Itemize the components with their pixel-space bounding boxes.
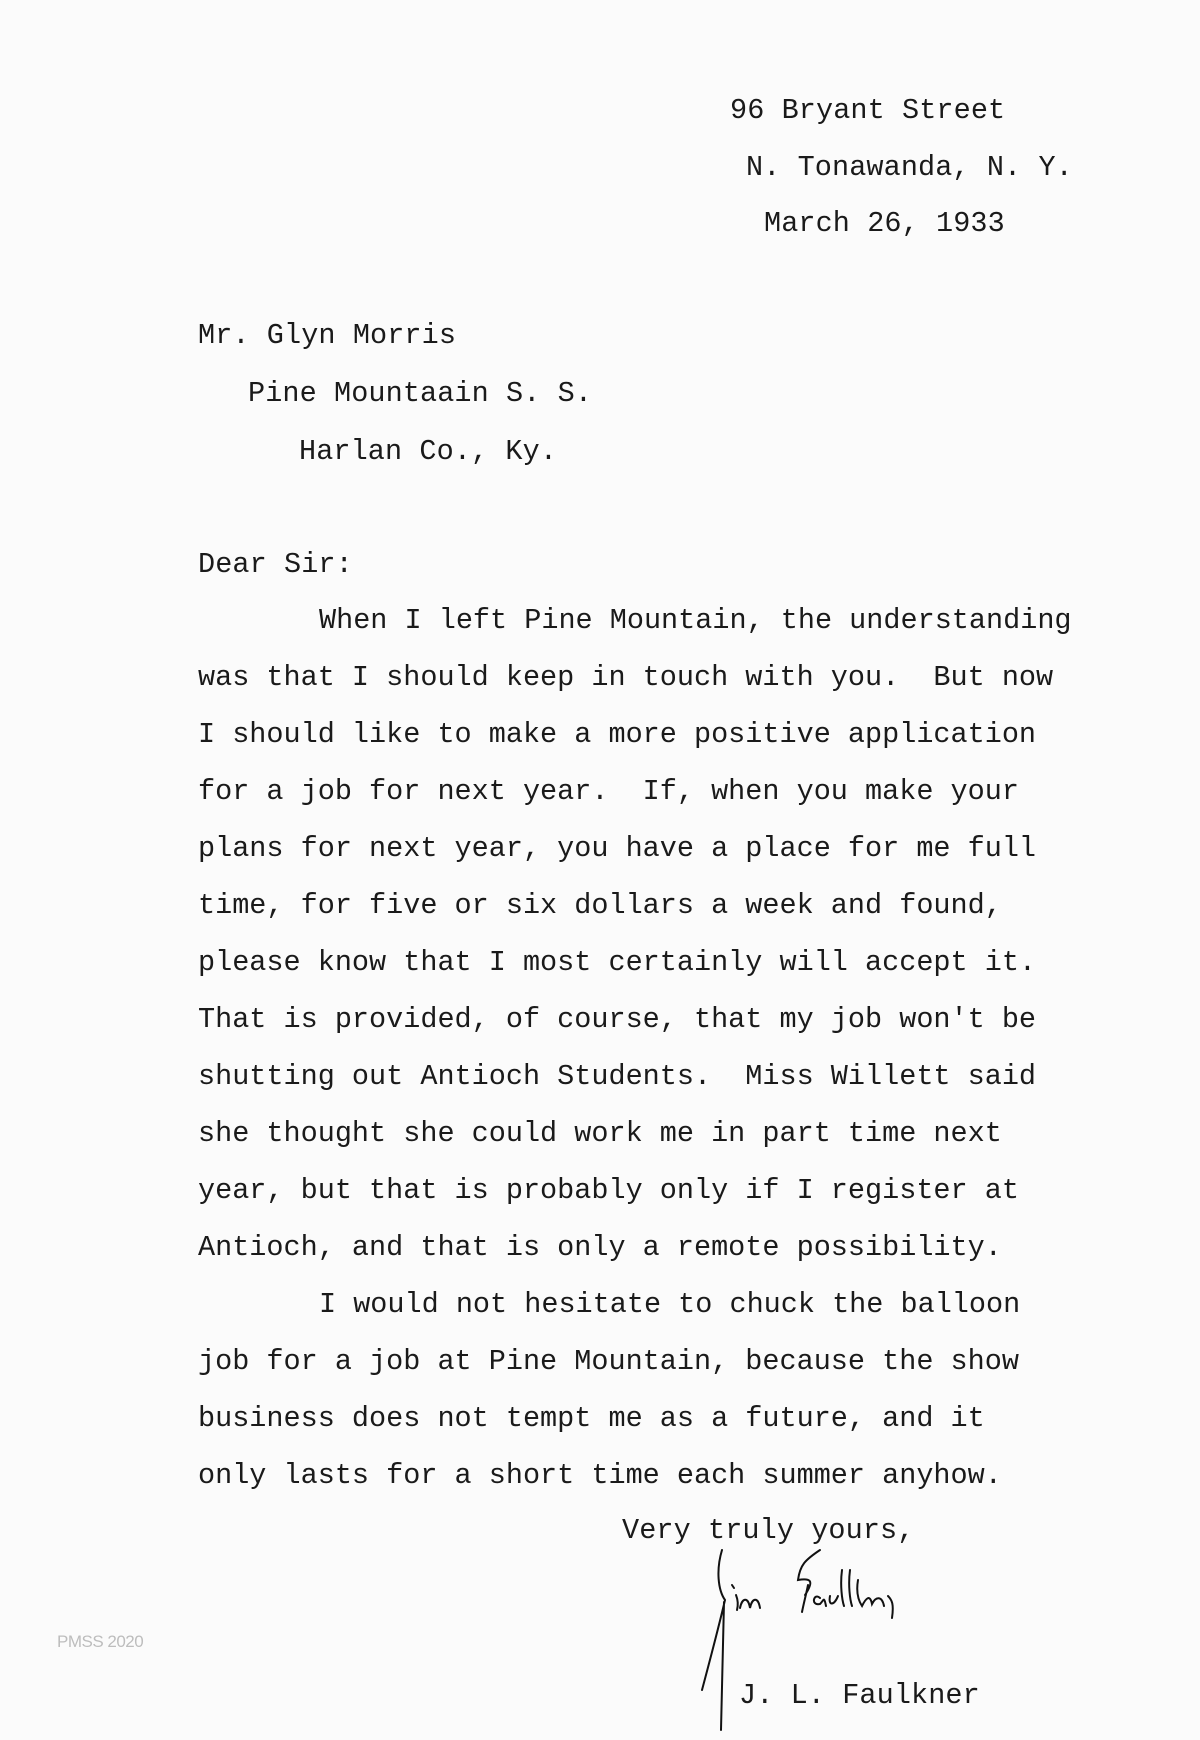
body-line: That is provided, of course, that my job won't be bbox=[198, 1003, 1037, 1036]
body-line: she thought she could work me in part time next bbox=[198, 1117, 1002, 1150]
body-line: for a job for next year. If, when you make your bbox=[198, 775, 1019, 808]
body-line: please know that I most certainly will accept it. bbox=[198, 946, 1037, 979]
recipient-org: Pine Mountaain S. S. bbox=[248, 377, 593, 410]
body-line: I should like to make a more positive application bbox=[198, 718, 1037, 751]
body-line: shutting out Antioch Students. Miss Willett said bbox=[198, 1060, 1037, 1093]
body-line: was that I should keep in touch with you. But now bbox=[198, 661, 1054, 694]
letter-date: March 26, 1933 bbox=[764, 207, 1005, 240]
salutation: Dear Sir: bbox=[198, 548, 353, 581]
body-line: year, but that is probably only if I register at bbox=[198, 1174, 1019, 1207]
recipient-name: Mr. Glyn Morris bbox=[198, 319, 457, 352]
body-line: When I left Pine Mountain, the understanding bbox=[319, 604, 1072, 637]
typed-name: J. L. Faulkner bbox=[739, 1679, 980, 1712]
body-line: only lasts for a short time each summer anyhow. bbox=[198, 1459, 1002, 1492]
sender-street: 96 Bryant Street bbox=[730, 94, 1006, 127]
closing: Very truly yours, bbox=[622, 1514, 915, 1547]
body-line: I would not hesitate to chuck the balloon bbox=[319, 1288, 1021, 1321]
recipient-location: Harlan Co., Ky. bbox=[299, 435, 558, 468]
body-line: Antioch, and that is only a remote possibility. bbox=[198, 1231, 1002, 1264]
archive-watermark: PMSS 2020 bbox=[57, 1632, 144, 1651]
body-line: job for a job at Pine Mountain, because the show bbox=[198, 1345, 1019, 1378]
body-line: time, for five or six dollars a week and found, bbox=[198, 889, 1002, 922]
body-line: business does not tempt me as a future, and it bbox=[198, 1402, 985, 1435]
body-line: plans for next year, you have a place for me full bbox=[198, 832, 1037, 865]
sender-city: N. Tonawanda, N. Y. bbox=[746, 151, 1073, 184]
